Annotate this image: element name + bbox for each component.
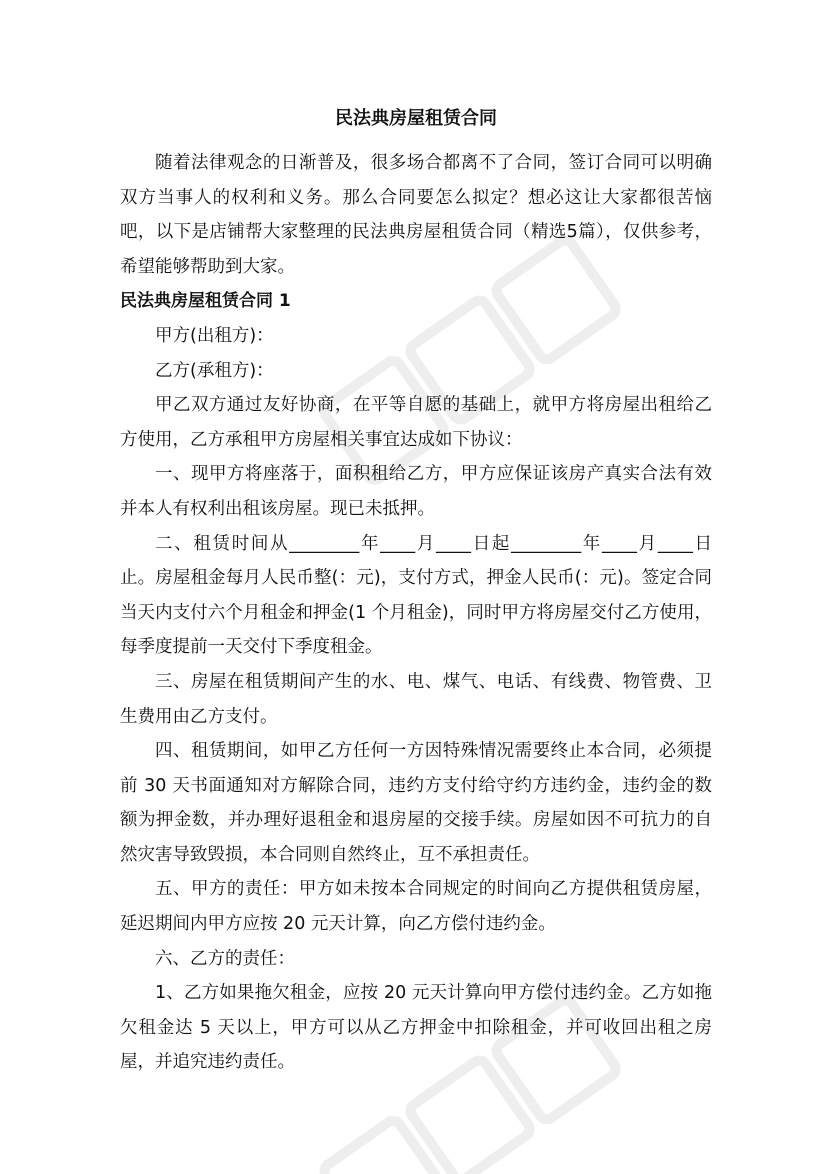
- clause-3: 三、房屋在租赁期间产生的水、电、煤气、电话、有线费、物管费、卫生费用由乙方支付。: [120, 671, 712, 727]
- section-heading: 民法典房屋租赁合同 1: [120, 291, 291, 312]
- party-b-line: 乙方(承租方)：: [155, 360, 274, 381]
- party-a-line: 甲方(出租方)：: [155, 325, 274, 346]
- clause-5: 五、甲方的责任：甲方如未按本合同规定的时间向乙方提供租赁房屋，延迟期间内甲方应按 20 元天计算，向乙方偿付违约金。: [120, 879, 712, 935]
- preamble-paragraph: 甲乙双方通过友好协商，在平等自愿的基础上，就甲方将房屋出租给乙方使用，乙方承租甲方房屋相关事宜达成如下协议：: [120, 395, 712, 450]
- page-title: 民法典房屋租赁合同: [335, 108, 497, 129]
- clause-6-item-1: 1、乙方如果拖欠租金，应按 20 元天计算向甲方偿付违约金。乙方如拖欠租金达 5 天以上，甲方可以从乙方押金中扣除租金，并可收回出租之房屋，并追究违约责任。: [120, 983, 712, 1073]
- document-body: [120, 98, 712, 1080]
- intro-paragraph: 随着法律观念的日渐普及，很多场合都离不了合同，签订合同可以明确双方当事人的权利和义务。那么合同要怎么拟定？想必这让大家都很苦恼吧，以下是店铺帮大家整理的民法典房屋租赁合同（精选5篇），仅供参考，希望能够帮助到大家。: [120, 153, 712, 277]
- clause-2: 二、租赁时间从________年____月____日起________年____月____日止。房屋租金每月人民币整(：元)，支付方式，押金人民币(：元)。签定合同当天内支付六个月租金和押金(1 个月租金)，同时甲方将房屋交付乙方使用，每季度提前一天交付下季度租金。: [120, 533, 712, 658]
- clause-1: 一、现甲方将座落于，面积租给乙方，甲方应保证该房产真实合法有效并本人有权利出租该房屋。现已未抵押。: [120, 464, 712, 519]
- clause-4: 四、租赁期间，如甲乙方任何一方因特殊情况需要终止本合同，必须提前 30 天书面通知对方解除合同，违约方支付给守约方违约金，违约金的数额为押金数，并办理好退租金和退房屋的交接手续。房屋如因不可抗力的自然灾害导致毁损，本合同则自然终止，互不承担责任。: [120, 741, 712, 865]
- clause-6: 六、乙方的责任：: [155, 948, 295, 969]
